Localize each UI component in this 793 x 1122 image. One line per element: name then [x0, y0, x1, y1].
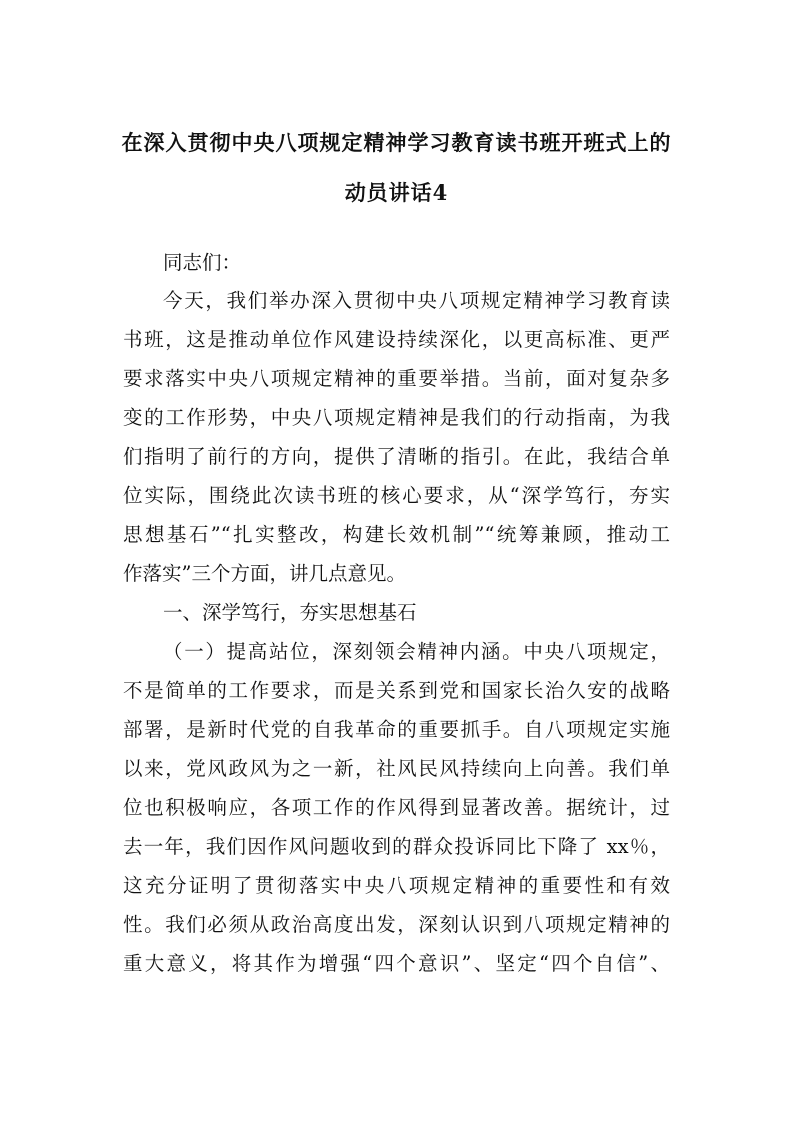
paragraph-line: 位实际，围绕此次读书班的核心要求，从“深学笃行，夯实: [123, 484, 670, 507]
document-title-line-1: 在深入贯彻中央八项规定精神学习教育读书班开班式上的: [121, 130, 672, 155]
salutation: 同志们：: [163, 251, 242, 274]
paragraph-line: 书班，这是推动单位作风建设持续深化，以更高标准、更严: [123, 328, 670, 351]
paragraph-line: 不是简单的工作要求，而是关系到党和国家长治久安的战略: [123, 679, 670, 702]
paragraph-line: 位也积极响应，各项工作的作风得到显著改善。据统计，过: [123, 796, 670, 819]
paragraph-line: 以来，党风政风为之一新，社风民风持续向上向善。我们单: [123, 757, 670, 780]
paragraph-line: 今天，我们举办深入贯彻中央八项规定精神学习教育读: [163, 289, 670, 312]
paragraph-line: 们指明了前行的方向，提供了清晰的指引。在此，我结合单: [123, 445, 670, 468]
paragraph-line: 去一年，我们因作风问题收到的群众投诉同比下降了 xx％，: [123, 835, 670, 858]
paragraph-line: 作落实”三个方面，讲几点意见。: [123, 562, 406, 585]
paragraph-line: （一）提高站位，深刻领会精神内涵。中央八项规定，: [163, 640, 670, 663]
paragraph-line: 思想基石”“扎实整改，构建长效机制”“统筹兼顾，推动工: [123, 523, 670, 546]
paragraph-line: 部署，是新时代党的自我革命的重要抓手。自八项规定实施: [123, 718, 670, 741]
paragraph-line: 要求落实中央八项规定精神的重要举措。当前，面对复杂多: [123, 367, 670, 390]
paragraph-line: 性。我们必须从政治高度出发，深刻认识到八项规定精神的: [123, 913, 670, 936]
paragraph-line: 变的工作形势，中央八项规定精神是我们的行动指南，为我: [123, 406, 670, 429]
document-title-line-2: 动员讲话4: [344, 180, 449, 205]
paragraph-line: 这充分证明了贯彻落实中央八项规定精神的重要性和有效: [123, 874, 670, 897]
paragraph-line: 重大意义，将其作为增强“四个意识”、坚定“四个自信”、: [123, 952, 670, 975]
section-heading: 一、深学笃行，夯实思想基石: [163, 601, 417, 624]
